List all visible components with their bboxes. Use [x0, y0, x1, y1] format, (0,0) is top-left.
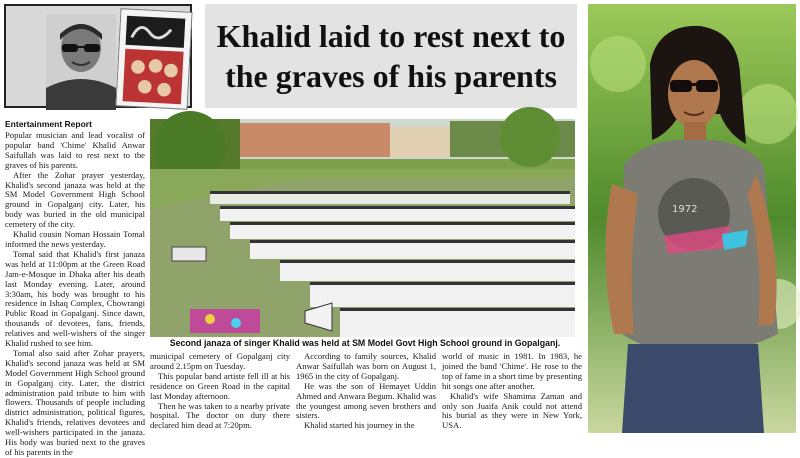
album-cover-image	[115, 8, 192, 110]
paragraph: This popular band artiste fell ill at his residence on Green Road in the capital last Monday afternoon.	[150, 370, 290, 401]
article-column-1	[5, 130, 145, 457]
paragraph: Then he was taken to a nearby private hospital. The doctor on duty there declared him dead at 7:20pm.	[150, 400, 290, 431]
singer-image	[588, 4, 796, 433]
janaza-photo	[150, 119, 575, 337]
paragraph: According to family sources, Khalid Anwar Saifullah was born on August 1, 1965 in the city of Gopalganj.	[296, 351, 436, 381]
paragraph: He was the son of Hemayet Uddin Ahmed and Anwara Begum. Khalid was the youngest among seven brothers and sisters.	[296, 380, 436, 421]
paragraph: world of music in 1981. In 1983, he joined the band 'Chime'. He rose to the top of fame in a short time by presenting hit songs one after another.	[442, 351, 582, 391]
singer-photo-right	[588, 4, 796, 433]
byline: Entertainment Report	[5, 119, 92, 129]
article-column-2	[150, 352, 290, 433]
paragraph: After the Zohar prayer yesterday, Khalid's second janaza was held at the SM Model Government High School ground in Gopalganj city. Later, his body was buried in the old municipal cemetery of the city.	[5, 169, 145, 230]
janaza-crowd-image	[150, 119, 575, 337]
paragraph: Tomal also said after Zohar prayers, Khalid's second janaza was held at SM Model Government High School ground in Gopalganj city. Later, the district administration paid tribute to him with flowers. Thousands of people including district administration, political figures, Khalid's friends, relatives devotees and well-wishers participated in the janaza. His body was buried next to the graves of his parents in the	[5, 347, 145, 457]
svg-text:1972: 1972	[672, 204, 698, 215]
headline: Khalid laid to rest next to the graves of his parents	[216, 18, 566, 94]
paragraph: Khalid's wife Shamima Zaman and only son Juaifa Anik could not attend his burial as they were in New York, USA.	[442, 390, 582, 431]
headline-banner	[205, 4, 577, 108]
portrait-face-image	[46, 14, 116, 110]
paragraph: Popular musician and lead vocalist of popular band 'Chime' Khalid Anwar Saifullah was laid to rest next to the graves of his parents.	[5, 130, 145, 170]
paragraph: Khalid cousin Noman Hossain Tomal informed the news yesterday.	[5, 229, 145, 249]
photo-caption: Second janaza of singer Khalid was held at SM Model Govt High School ground in Gopalganj.	[169, 338, 561, 348]
paragraph: Tomal said that Khalid's first janaza was held at 11:00pm at the Green Road Jam-e-Mosque in Dhaka after his death last Monday evening. Later, around 3:30am, his body was brought to his residence in Ishaq Complex, Chowrangi Public Road in Gopalganj. Since dawn, thousands of devotees, fans, friends, relatives and well-wishers of the singer Khalid rushed to see him.	[5, 248, 145, 349]
article-column-4	[442, 352, 582, 433]
portrait-photo-left	[4, 4, 192, 108]
paragraph: municipal cemetery of Gopalganj city around 2.15pm on Tuesday.	[150, 351, 290, 371]
paragraph: Khalid started his journey in the	[304, 420, 415, 431]
article-column-3	[296, 352, 436, 433]
